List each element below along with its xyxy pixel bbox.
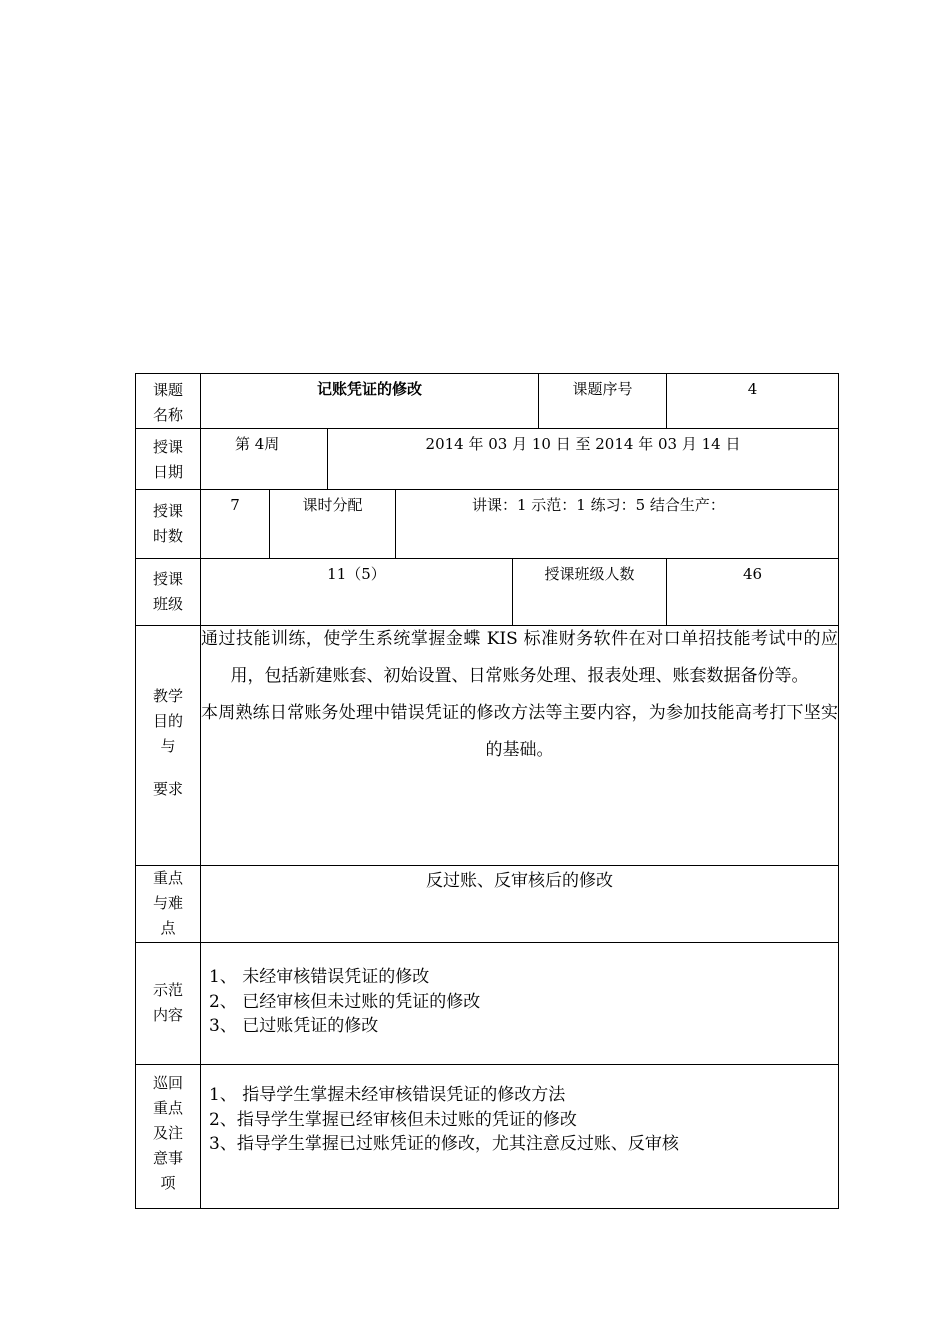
row-key-points [135,865,839,943]
class-value: 11（5） [200,558,513,626]
objectives-content [200,625,839,866]
key-points-content: 反过账、反审核后的修改 [200,865,839,943]
hours-value: 7 [200,489,270,559]
key-points-label: 重点 与难 点 [135,865,201,943]
hours-label: 授课 时数 [135,489,201,559]
demo-list [200,942,839,1065]
alloc-label: 课时分配 [269,489,396,559]
patrol-item: 3、指导学生掌握已过账凭证的修改，尤其注意反过账、反审核 [209,1134,679,1154]
objectives-para-1: 通过技能训练，使学生系统掌握金蝶 KIS 标准财务软件在对口单招技能考试中的应用，包括新建账套、初始设置、日常账务处理、报表处理、账套数据备份等。 [201,629,838,686]
row-demo [135,942,839,1065]
topic-title: 记账凭证的修改 [200,373,539,429]
demo-label: 示范 内容 [135,942,201,1065]
topic-label: 课题 名称 [135,373,201,429]
date-range: 2014 年 03 月 10 日 至 2014 年 03 月 14 日 [327,428,839,490]
row-date [135,428,839,490]
row-topic [135,373,839,429]
patrol-item: 1、 指导学生掌握未经审核错误凭证的修改方法 [209,1085,566,1105]
row-hours [135,489,839,559]
row-class [135,558,839,626]
patrol-item: 2、指导学生掌握已经审核但未过账的凭证的修改 [209,1109,577,1130]
objectives-para-2: 本周熟练日常账务处理中错误凭证的修改方法等主要内容，为参加技能高考打下坚实的基础。 [201,703,838,760]
patrol-list [200,1064,839,1209]
class-count-value: 46 [666,558,839,626]
date-label: 授课 日期 [135,428,201,490]
class-count-label: 授课班级人数 [512,558,667,626]
demo-item: 1、 未经审核错误凭证的修改 [209,967,430,987]
class-label: 授课 班级 [135,558,201,626]
demo-item: 3、 已过账凭证的修改 [209,1016,379,1036]
topic-seq-label: 课题序号 [538,373,667,429]
alloc-value: 讲课：1 示范：1 练习：5 结合生产： [395,489,839,559]
row-objectives [135,625,839,866]
topic-seq-value: 4 [666,373,839,429]
row-patrol [135,1064,839,1209]
patrol-label: 巡回 重点 及注 意事 项 [135,1064,201,1209]
week-value: 第 4周 [200,428,328,490]
objectives-label: 教学 目的 与 要求 [135,625,201,866]
demo-item: 2、 已经审核但未过账的凭证的修改 [209,991,481,1012]
